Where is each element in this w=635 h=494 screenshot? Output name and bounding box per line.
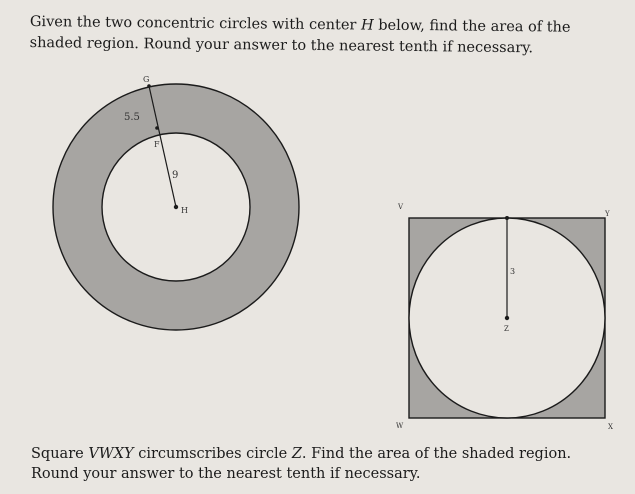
label-gap-length: 5.5 [124, 112, 140, 123]
point-f [155, 126, 159, 130]
label-w: W [396, 422, 404, 430]
label-g: G [143, 75, 150, 84]
label-x: X [608, 423, 613, 431]
label-y: Y [605, 210, 610, 218]
label-v: V [398, 203, 404, 211]
point-z [505, 316, 509, 320]
problem2-text: Square VWXY circumscribes circle Z. Find the area of the shaded region. Round your answer to the nearest tenth if necessary. [31, 446, 572, 482]
problem1-text: Given the two concentric circles with center H below, find the area of the shaded region. Round your answer to the nearest tenth if necessary. [29, 13, 571, 57]
label-radius: 3 [510, 267, 516, 276]
label-h: H [181, 206, 188, 215]
label-inner-radius: 9 [172, 170, 179, 181]
problem1-center-name: H [360, 17, 374, 34]
problem2-circle-name: Z [291, 446, 302, 462]
square-circle-figure [396, 203, 613, 431]
label-z: Z [504, 325, 509, 333]
problem2-square-name: VWXY [88, 446, 134, 462]
point-top [505, 216, 509, 220]
point-g [147, 84, 151, 88]
concentric-circles-figure [53, 75, 299, 330]
point-h [174, 205, 178, 209]
label-f: F [154, 140, 160, 149]
